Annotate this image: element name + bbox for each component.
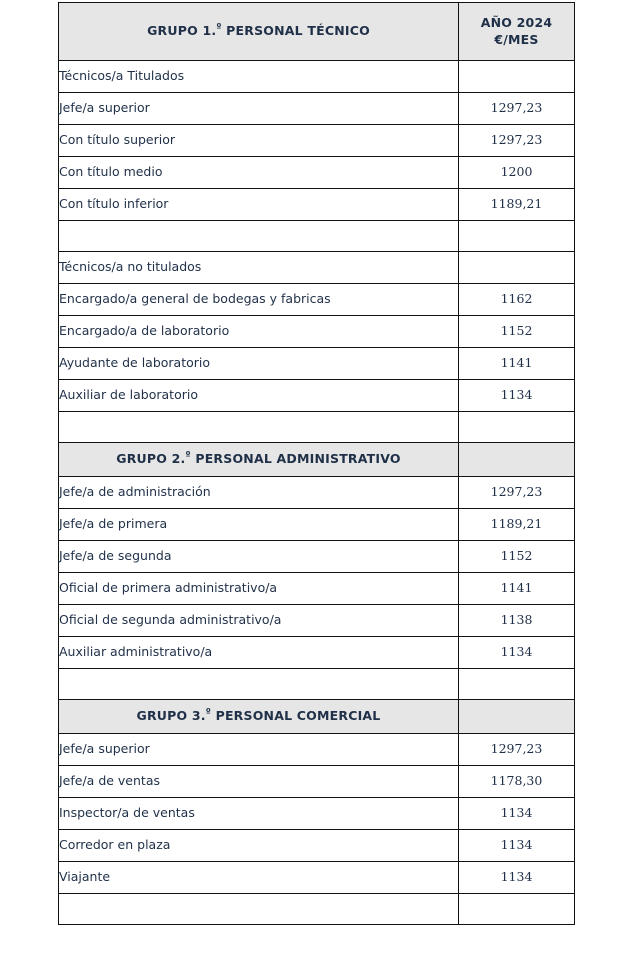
amount-cell: 1297,23 (459, 93, 575, 125)
amount-cell: 1134 (459, 830, 575, 862)
table-row (59, 157, 575, 189)
concept-cell: Técnicos/a Titulados (59, 61, 459, 93)
spacer-row (59, 894, 575, 925)
concept-cell: Con título medio (59, 157, 459, 189)
spacer-amount-cell (459, 669, 575, 700)
group-label-suffix: PERSONAL ADMINISTRATIVO (190, 451, 401, 467)
amount-cell: 1152 (459, 541, 575, 573)
table-row (59, 61, 575, 93)
table-row (59, 380, 575, 412)
amount-cell (459, 252, 575, 284)
concept-cell: Corredor en plaza (59, 830, 459, 862)
salary-table (58, 2, 575, 925)
spacer-row (59, 221, 575, 252)
concept-cell: Jefe/a superior (59, 734, 459, 766)
table-row (59, 862, 575, 894)
table-row (59, 637, 575, 669)
group-label-prefix: GRUPO 3. (136, 708, 206, 724)
table-row (59, 284, 575, 316)
concept-cell: Con título inferior (59, 189, 459, 221)
ordinal-indicator: º (185, 451, 191, 462)
concept-cell: Con título superior (59, 125, 459, 157)
amount-cell: 1297,23 (459, 125, 575, 157)
concept-cell: Jefe/a de ventas (59, 766, 459, 798)
table-row (59, 189, 575, 221)
ordinal-indicator: º (205, 708, 212, 719)
amount-cell: 1297,23 (459, 477, 575, 509)
group-label-suffix: PERSONAL TÉCNICO (221, 23, 370, 39)
ordinal-indicator: º (216, 23, 222, 34)
spacer-concept-cell (59, 894, 459, 925)
concept-cell: Auxiliar administrativo/a (59, 637, 459, 669)
concept-cell: Oficial de primera administrativo/a (59, 573, 459, 605)
spacer-row (59, 412, 575, 443)
concept-cell: Jefe/a superior (59, 93, 459, 125)
table-row (59, 477, 575, 509)
amount-cell: 1138 (459, 605, 575, 637)
spacer-concept-cell (59, 669, 459, 700)
table-row (59, 509, 575, 541)
amount-cell: 1189,21 (459, 509, 575, 541)
amount-cell: 1134 (459, 380, 575, 412)
amount-header-unit: €/MES (494, 31, 539, 47)
spacer-amount-cell (459, 221, 575, 252)
group-label-prefix: GRUPO 2. (116, 451, 186, 467)
salary-table-container (58, 2, 574, 925)
concept-cell: Jefe/a de primera (59, 509, 459, 541)
concept-cell: Técnicos/a no titulados (59, 252, 459, 284)
table-row (59, 348, 575, 380)
amount-cell: 1134 (459, 637, 575, 669)
concept-cell: Viajante (59, 862, 459, 894)
amount-cell: 1134 (459, 862, 575, 894)
group-header-amount-cell (459, 443, 575, 477)
amount-cell: 1178,30 (459, 766, 575, 798)
spacer-amount-cell (459, 412, 575, 443)
group-header-row (59, 700, 575, 734)
amount-cell: 1297,23 (459, 734, 575, 766)
amount-cell: 1134 (459, 798, 575, 830)
concept-cell: Inspector/a de ventas (59, 798, 459, 830)
table-row (59, 316, 575, 348)
table-row (59, 541, 575, 573)
amount-cell: 1162 (459, 284, 575, 316)
table-row (59, 252, 575, 284)
table-row (59, 798, 575, 830)
concept-cell: Encargado/a general de bodegas y fabricas (59, 284, 459, 316)
spacer-concept-cell (59, 412, 459, 443)
group-header-amount-cell (459, 700, 575, 734)
spacer-amount-cell (459, 894, 575, 925)
concept-cell: Jefe/a de administración (59, 477, 459, 509)
table-header-amount-cell (459, 3, 575, 61)
amount-cell: 1141 (459, 348, 575, 380)
group-header-concept-cell (59, 700, 459, 734)
group-header-row (59, 443, 575, 477)
concept-cell: Jefe/a de segunda (59, 541, 459, 573)
concept-cell: Auxiliar de laboratorio (59, 380, 459, 412)
amount-cell: 1200 (459, 157, 575, 189)
amount-cell (459, 61, 575, 93)
salary-table-body (59, 3, 575, 925)
table-row (59, 573, 575, 605)
table-row (59, 734, 575, 766)
amount-cell: 1189,21 (459, 189, 575, 221)
group-header-concept-cell (59, 443, 459, 477)
group-label-suffix: PERSONAL COMERCIAL (211, 708, 381, 724)
table-row (59, 125, 575, 157)
concept-cell: Ayudante de laboratorio (59, 348, 459, 380)
table-row (59, 605, 575, 637)
spacer-row (59, 669, 575, 700)
concept-cell: Encargado/a de laboratorio (59, 316, 459, 348)
group-label-prefix: GRUPO 1. (147, 23, 217, 39)
table-row (59, 766, 575, 798)
amount-header-year: AÑO 2024 (480, 14, 553, 30)
amount-cell: 1141 (459, 573, 575, 605)
amount-cell: 1152 (459, 316, 575, 348)
concept-cell: Oficial de segunda administrativo/a (59, 605, 459, 637)
table-row (59, 830, 575, 862)
table-header-concept-cell (59, 3, 459, 61)
table-row (59, 93, 575, 125)
spacer-concept-cell (59, 221, 459, 252)
table-header-row (59, 3, 575, 61)
